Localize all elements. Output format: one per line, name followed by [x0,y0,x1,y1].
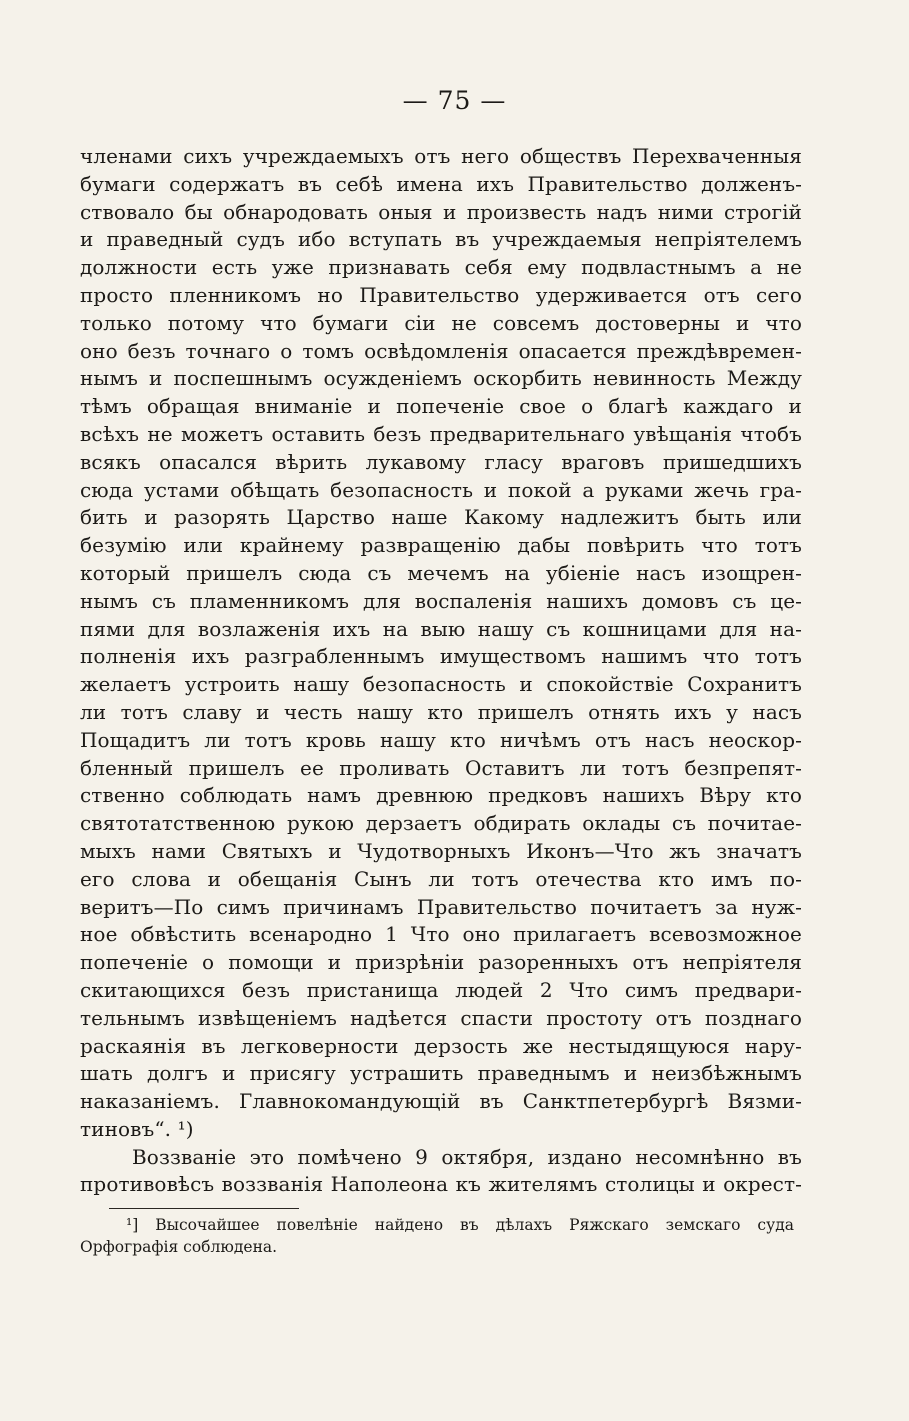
text-line: его слова и обещанія Сынъ ли тотъ отечества кто имъ по- [80,866,802,891]
text-line: всѣхъ не можетъ оставить безъ предварительнаго увѣщанія чтобъ [80,421,802,446]
page-number: — 75 — [402,86,507,115]
text-line: желаетъ устроить нашу безопасность и спокойствіе Сохранитъ [80,672,802,697]
text-line: который пришелъ сюда съ мечемъ на убіеніе насъ изощрен- [80,560,802,585]
text-line: бить и разорять Царство наше Какому надлежитъ быть или [80,505,802,530]
text-line: только потому что бумаги сіи не совсемъ достоверны и что [80,310,802,335]
text-line: тельнымъ извѣщеніемъ надѣется спасти простоту отъ позднаго [80,1005,802,1030]
main-text [80,143,802,1199]
text-line: членами сихъ учреждаемыхъ отъ него обществъ Перехваченныя [80,144,802,168]
text-line: ли тотъ славу и честь нашу кто пришелъ отнять ихъ у насъ [80,699,802,724]
footnote-rule [109,1208,299,1209]
text-line: тиновъ“. ¹) [80,1116,194,1141]
text-line: безумію или крайнему развращенію дабы повѣрить что тотъ [80,533,802,558]
text-line: Пощадитъ ли тотъ кровь нашу кто ничѣмъ отъ насъ неоскор- [80,727,802,752]
text-line: ное обвѣстить всенародно 1 Что оно прилагаетъ всевозможное [80,922,802,947]
text-line: и праведный судъ ибо вступать въ учреждаемыя непріятелемъ [80,227,802,252]
text-line: нымъ и поспешнымъ осужденіемъ оскорбить невинность Между [80,366,802,391]
text-line: наказаніемъ. Главнокомандующій въ Санктпетербургѣ Вязми- [80,1089,802,1114]
text-line: веритъ—По симъ причинамъ Правительство почитаетъ за нуж- [80,894,802,919]
text-line: ствовало бы обнародовать оныя и произвесть надъ ними строгій [80,199,802,224]
text-line: сюда устами обѣщать безопасность и покой а руками жечь гра- [80,477,802,502]
text-line: мыхъ нами Святыхъ и Чудотворныхъ Иконъ—Что жъ значатъ [80,838,802,863]
text-line: просто пленникомъ но Правительство удерживается отъ сего [80,282,802,307]
text-line: скитающихся безъ пристанища людей 2 Что симъ предвари- [80,977,802,1002]
text-line: ственно соблюдать намъ древнюю предковъ нашихъ Вѣру кто [80,783,802,808]
text-line: бленный пришелъ ее проливать Оставитъ ли тотъ безпрепят- [80,755,802,780]
text-line: Воззваніе это помѣчено 9 октября, издано несомнѣнно въ [132,1144,802,1169]
text-line: пями для возлаженія ихъ на выю нашу съ кошницами для на- [80,616,802,641]
text-line: противовѣсъ воззванія Наполеона къ жителямъ столицы и окрест- [80,1172,802,1197]
text-line: святотатственною рукою дерзаетъ обдирать оклады съ почитае- [80,811,802,836]
text-line: шать долгъ и присягу устрашить праведнымъ и неизбѣжнымъ [80,1061,802,1086]
text-line: тѣмъ обращая вниманіе и попеченіе свое о благѣ каждаго и [80,394,802,419]
text-line: раскаянія въ легковерности дерзость же нестыдящуюся нару- [80,1033,802,1058]
text-line: оно безъ точнаго о томъ освѣдомленія опасается преждѣвремен- [80,338,802,363]
text-line: должности есть уже признавать себя ему подвластнымъ а не [80,255,802,280]
footnotes [80,1215,794,1258]
footnote-line: Орфографія соблюдена. [80,1237,278,1256]
text-line: всякъ опасался вѣрить лукавому гласу враговъ пришедшихъ [80,449,802,474]
footnote-line: ¹] Высочайшее повелѣніе найдено въ дѣлахъ Ряжскаго земскаго суда [126,1216,794,1234]
text-line: нымъ съ пламенникомъ для воспаленія нашихъ домовъ съ це- [80,588,802,613]
text-line: попеченіе о помощи и призрѣніи разоренныхъ отъ непріятеля [80,950,802,975]
text-line: полненія ихъ разграбленнымъ имуществомъ нашимъ что тотъ [80,644,802,669]
text-line: бумаги содержатъ въ себѣ имена ихъ Правительство долженъ- [80,171,802,196]
